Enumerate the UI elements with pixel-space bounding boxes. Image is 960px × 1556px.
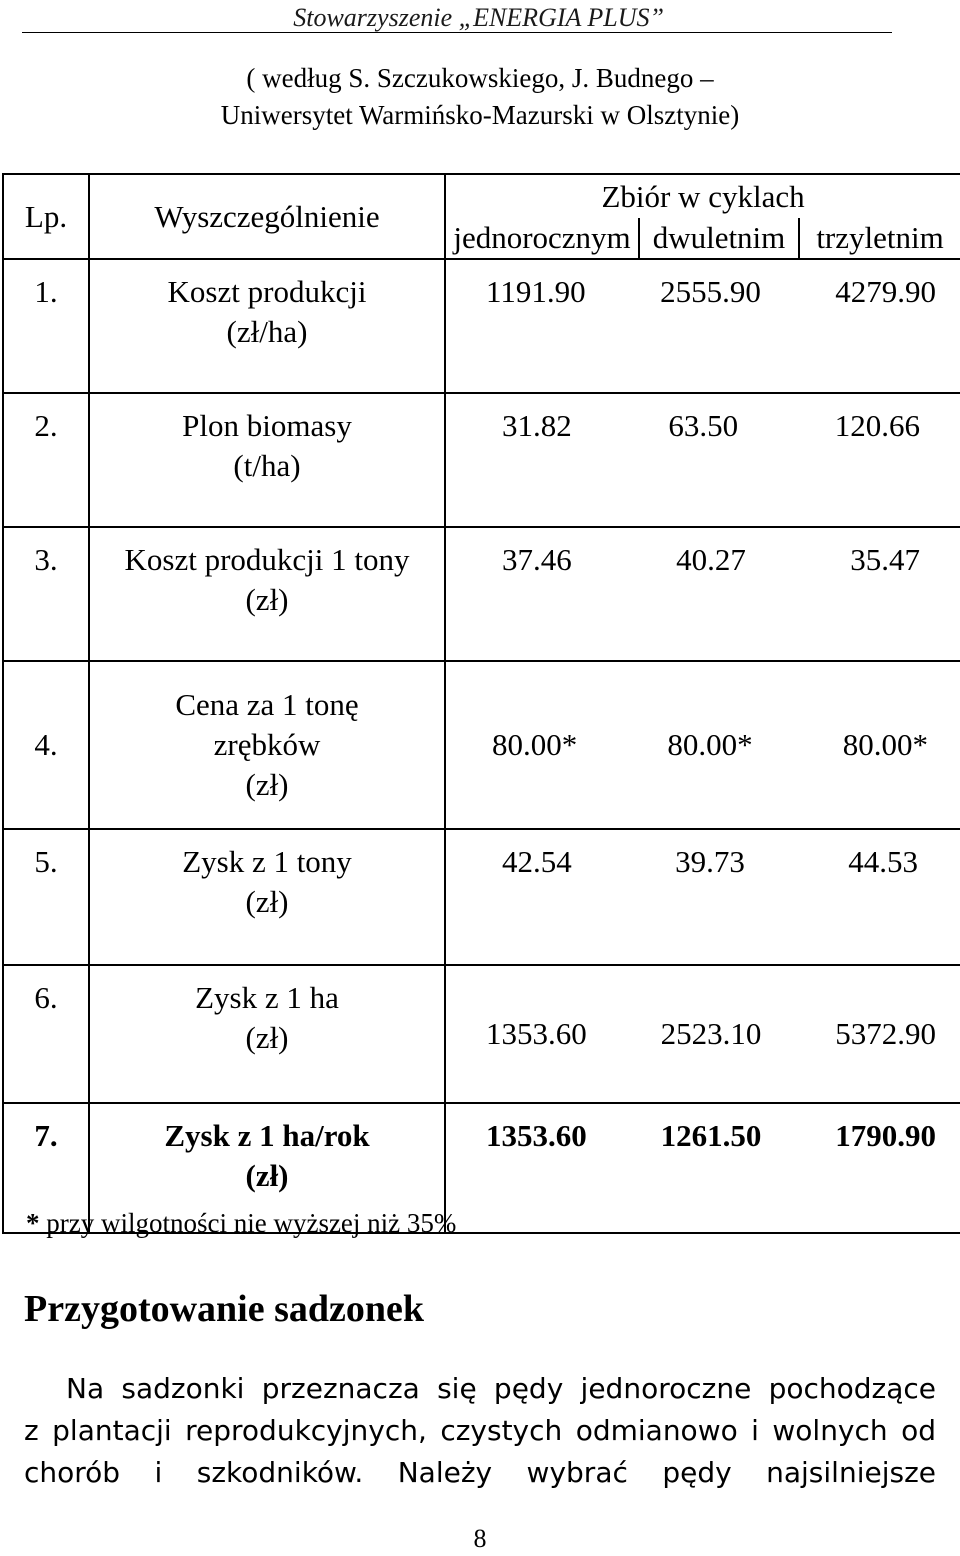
value-cycle-3: 80.00* (842, 727, 929, 762)
source-line-2: Uniwersytet Warmińsko-Mazurski w Olsztynie) (220, 100, 740, 130)
header-cycle-3: trzyletnim (799, 218, 960, 259)
row-description (89, 829, 445, 965)
row-values (445, 259, 960, 393)
value-cycle-3: 1790.90 (835, 1118, 937, 1153)
row-description-line: (zł) (245, 767, 289, 802)
row-values (445, 965, 960, 1103)
row-lp: 6. (3, 965, 89, 1103)
value-cycle-2: 63.50 (668, 408, 739, 443)
body-paragraph (24, 1368, 936, 1494)
row-description-line: (t/ha) (233, 448, 301, 483)
row-description-line: (zł) (245, 1020, 289, 1055)
row-values (445, 393, 960, 527)
header-cycle-1: jednorocznym (445, 218, 639, 259)
row-lp: 2. (3, 393, 89, 527)
row-description (89, 661, 445, 829)
row-description-line: Koszt produkcji 1 tony (124, 542, 410, 577)
value-cycle-1: 1191.90 (486, 274, 586, 309)
source-line-1: ( według S. Szczukowskiego, J. Budnego – (246, 63, 714, 93)
row-description-line: (zł) (245, 1158, 289, 1193)
value-cycle-1: 1353.60 (486, 1118, 587, 1153)
row-lp: 4. (3, 661, 89, 829)
table-row (3, 829, 960, 965)
footnote-text: przy wilgotności nie wyższej niż 35% (39, 1208, 457, 1238)
row-description-line: (zł/ha) (226, 314, 308, 349)
row-values (445, 527, 960, 661)
body-line: z plantacji reprodukcyjnych, czystych odmianowo i wolnych od (24, 1414, 936, 1447)
section-heading: Przygotowanie sadzonek (24, 1288, 425, 1330)
value-cycle-2: 80.00* (667, 727, 753, 762)
value-cycle-2: 2555.90 (660, 274, 761, 309)
header-group: Zbiór w cyklach (445, 174, 960, 218)
table-row (3, 259, 960, 393)
row-description (89, 393, 445, 527)
body-line: Na sadzonki przeznacza się pędy jednoroczne pochodzące (66, 1372, 936, 1405)
value-cycle-1: 42.54 (502, 844, 572, 879)
page-header (0, 0, 960, 40)
value-cycle-1: 31.82 (502, 408, 572, 443)
row-description-line: Zysk z 1 ha/rok (164, 1118, 370, 1153)
value-cycle-2: 2523.10 (660, 1016, 762, 1051)
footnote-star: * (26, 1208, 40, 1238)
header-lp: Lp. (3, 174, 89, 259)
table-row (3, 527, 960, 661)
row-lp: 5. (3, 829, 89, 965)
page-number: 8 (473, 1524, 487, 1553)
value-cycle-3: 5372.90 (835, 1016, 937, 1051)
value-cycle-1: 37.46 (502, 542, 572, 577)
value-cycle-1: 1353.60 (486, 1016, 587, 1051)
row-description-line: Zysk z 1 tony (182, 844, 352, 879)
value-cycle-2: 39.73 (675, 844, 745, 879)
header-organization: Stowarzyszenie „ENERGIA PLUS” (293, 3, 664, 32)
value-cycle-3: 4279.90 (835, 274, 937, 309)
row-description-line: (zł) (245, 884, 289, 919)
header-rule (22, 32, 892, 33)
row-lp: 3. (3, 527, 89, 661)
row-description (89, 965, 445, 1103)
row-values (445, 829, 960, 965)
table-header-row-1 (3, 174, 960, 218)
value-cycle-3: 44.53 (848, 844, 919, 879)
body-line: chorób i szkodników. Należy wybrać pędy najsilniejsze (24, 1456, 936, 1489)
row-lp: 1. (3, 259, 89, 393)
row-description (89, 259, 445, 393)
row-description-line: zrębków (213, 727, 321, 762)
footnote (26, 1208, 456, 1239)
table-row (3, 965, 960, 1103)
row-values (445, 661, 960, 829)
value-cycle-3: 120.66 (834, 408, 921, 443)
row-description-line: Zysk z 1 ha (195, 980, 339, 1015)
cost-table (2, 173, 960, 1234)
value-cycle-2: 40.27 (676, 542, 746, 577)
header-description: Wyszczególnienie (89, 174, 445, 259)
row-description-line: (zł) (245, 582, 289, 617)
value-cycle-1: 80.00* (492, 727, 578, 762)
row-description-line: Cena za 1 tonę (175, 687, 359, 722)
row-description (89, 527, 445, 661)
row-description-line: Plon biomasy (182, 408, 352, 443)
value-cycle-3: 35.47 (850, 542, 921, 577)
row-description-line: Koszt produkcji (167, 274, 367, 309)
row-lp: 7. (3, 1103, 89, 1233)
header-cycle-2: dwuletnim (639, 218, 799, 259)
table-row (3, 661, 960, 829)
row-values (445, 1103, 960, 1233)
value-cycle-2: 1261.50 (660, 1118, 762, 1153)
table-row (3, 393, 960, 527)
